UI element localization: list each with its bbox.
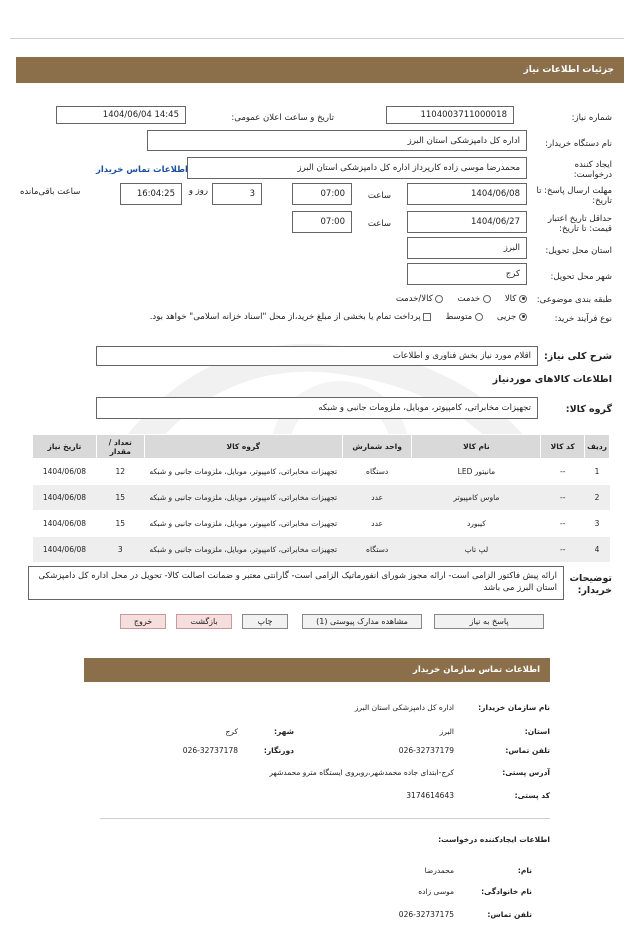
- radio-medium[interactable]: [475, 313, 483, 321]
- print-button[interactable]: چاپ: [242, 614, 288, 629]
- contact-postal-label: کد پستی:: [514, 791, 550, 800]
- deadline-label-2: تاریخ:: [592, 196, 612, 206]
- days-label: روز و: [188, 186, 208, 196]
- category-both-option[interactable]: کالا/خدمت: [396, 294, 444, 304]
- summary-label: شرح کلی نیاز:: [543, 351, 612, 362]
- goods-group-label: گروه کالا:: [565, 404, 612, 415]
- creator-info-title: اطلاعات ایجادکننده درخواست:: [438, 835, 550, 844]
- col-date: تاریخ نیاز: [33, 435, 97, 459]
- buyer-contact-link[interactable]: اطلاعات تماس خریدار: [96, 165, 188, 175]
- notes-field: ارائه پیش فاکتور الزامی است- ارائه مجوز شورای انفورماتیک الزامی است- گارانتی معتبر و ضمانت اصالت کالا- تحویل در محل اداره کل دامپزشکی استان البرز می باشد: [28, 566, 564, 600]
- category-radio-group: [396, 294, 527, 304]
- exit-button[interactable]: خروج: [120, 614, 166, 629]
- col-code: کد کالا: [541, 435, 585, 459]
- purchase-radio-group: [150, 312, 527, 322]
- contact-title: اطلاعات تماس سازمان خریدار: [412, 665, 540, 675]
- goods-group-field: تجهیزات مخابراتی، کامپیوتر، موبایل، ملزومات جانبی و شبکه: [96, 397, 538, 419]
- creator-label-1: ایجاد کننده: [574, 160, 612, 170]
- contact-province-value: البرز: [439, 727, 454, 736]
- contact-fax-value: 026-32737178: [182, 746, 238, 755]
- province-label: استان محل تحویل:: [545, 246, 612, 256]
- need-number-field: 1104003711000018: [386, 106, 514, 124]
- goods-section-title: اطلاعات کالاهای موردنیاز: [492, 374, 612, 385]
- province-field: البرز: [407, 237, 527, 259]
- deadline-date-field: 1404/06/08: [407, 183, 527, 205]
- creator-name-value: محمدرضا: [424, 866, 454, 875]
- notes-label-2: خریدار:: [577, 585, 612, 596]
- deadline-time-field: 07:00: [292, 183, 352, 205]
- contact-org-label: نام سازمان خریدار:: [478, 703, 550, 712]
- validity-time-label: ساعت: [367, 219, 391, 229]
- col-qty: تعداد / مقدار: [96, 435, 144, 459]
- creator-phone-label: تلفن تماس:: [487, 910, 532, 919]
- announce-label: تاریخ و ساعت اعلان عمومی:: [231, 113, 334, 123]
- treasury-checkbox[interactable]: [423, 313, 431, 321]
- validity-date-field: 1404/06/27: [407, 211, 527, 233]
- table-row: 1 -- مانیتور LED دستگاه تجهیزات مخابراتی، کامپیوتر، موبایل، ملزومات جانبی و شبکه 12 1404/06/08: [33, 459, 610, 485]
- page-title: جزئیات اطلاعات نیاز: [523, 65, 614, 75]
- purchase-minor-option[interactable]: جزیی: [497, 312, 527, 322]
- page-title-bar: [16, 57, 624, 83]
- contact-city-value: کرج: [225, 727, 238, 736]
- creator-field: محمدرضا موسی زاده کارپرداز اداره کل دامپزشکی استان البرز: [187, 157, 527, 179]
- validity-label-2: قیمت: تا تاریخ:: [559, 224, 612, 234]
- category-goods-option[interactable]: کالا: [505, 294, 527, 304]
- buyer-org-field: اداره کل دامپزشکی استان البرز: [147, 130, 527, 151]
- validity-time-field: 07:00: [292, 211, 352, 233]
- contact-phone-label: تلفن تماس:: [505, 746, 550, 755]
- top-divider: [10, 38, 624, 39]
- creator-family-label: نام خانوادگی:: [481, 887, 532, 896]
- radio-goods[interactable]: [519, 295, 527, 303]
- radio-both[interactable]: [435, 295, 443, 303]
- buyer-org-label: نام دستگاه خریدار:: [545, 139, 612, 149]
- category-service-option[interactable]: خدمت: [457, 294, 490, 304]
- radio-minor[interactable]: [519, 313, 527, 321]
- contact-province-label: استان:: [524, 727, 550, 736]
- remaining-time-field: 16:04:25: [120, 183, 182, 205]
- validity-label-1: حداقل تاریخ اعتبار: [547, 214, 612, 224]
- contact-phone-value: 026-32737179: [398, 746, 454, 755]
- creator-phone-value: 026-32737175: [398, 910, 454, 919]
- treasury-option[interactable]: پرداخت تمام یا بخشی از مبلغ خرید،از محل "اسناد خزانه اسلامی" خواهد بود.: [150, 312, 432, 322]
- radio-service[interactable]: [483, 295, 491, 303]
- category-label: طبقه بندی موضوعی:: [536, 295, 612, 305]
- deadline-label-1: مهلت ارسال پاسخ: تا: [536, 186, 612, 196]
- contact-address-value: کرج-ابتدای جاده محمدشهر،روبروی ایستگاه مترو محمدشهر: [269, 768, 454, 777]
- table-row: 3 -- کیبورد عدد تجهیزات مخابراتی، کامپیوتر، موبایل، ملزومات جانبی و شبکه 15 1404/06/08: [33, 511, 610, 537]
- contact-fax-label: دورنگار:: [263, 746, 294, 755]
- contact-address-label: آدرس پستی:: [502, 768, 550, 777]
- contact-city-label: شهر:: [274, 727, 294, 736]
- announce-field: 1404/06/04 14:45: [56, 106, 186, 124]
- col-name: نام کالا: [412, 435, 541, 459]
- city-label: شهر محل تحویل:: [550, 272, 612, 282]
- reply-button[interactable]: پاسخ به نیاز: [434, 614, 544, 629]
- deadline-time-label: ساعت: [367, 191, 391, 201]
- contact-org-value: اداره کل دامپزشکی استان البرز: [354, 703, 454, 712]
- summary-field: اقلام مورد نیاز بخش فناوری و اطلاعات: [96, 346, 538, 366]
- back-button[interactable]: بازگشت: [176, 614, 232, 629]
- need-number-label: شماره نیاز:: [571, 113, 612, 123]
- purchase-type-label: نوع فرآیند خرید:: [554, 314, 612, 324]
- purchase-medium-option[interactable]: متوسط: [445, 312, 482, 322]
- contact-divider: [100, 818, 550, 819]
- contact-title-bar: [84, 658, 550, 682]
- col-unit: واحد شمارش: [342, 435, 412, 459]
- city-field: کرج: [407, 263, 527, 285]
- attachments-button[interactable]: مشاهده مدارک پیوستی (1): [302, 614, 422, 629]
- goods-table: [32, 434, 610, 563]
- creator-family-value: موسی زاده: [418, 887, 454, 896]
- contact-postal-value: 3174614643: [406, 791, 454, 800]
- table-row: 4 -- لپ تاپ دستگاه تجهیزات مخابراتی، کامپیوتر، موبایل، ملزومات جانبی و شبکه 3 1404/06/08: [33, 537, 610, 563]
- table-row: 2 -- ماوس کامپیوتر عدد تجهیزات مخابراتی، کامپیوتر، موبایل، ملزومات جانبی و شبکه 15 1404/06/08: [33, 485, 610, 511]
- creator-label-2: درخواست:: [573, 170, 612, 180]
- col-group: گروه کالا: [144, 435, 342, 459]
- col-row: ردیف: [585, 435, 610, 459]
- remaining-label: ساعت باقی‌مانده: [20, 187, 81, 197]
- days-left-field: 3: [212, 183, 262, 205]
- creator-name-label: نام:: [517, 866, 532, 875]
- notes-label-1: توضیحات: [569, 573, 612, 584]
